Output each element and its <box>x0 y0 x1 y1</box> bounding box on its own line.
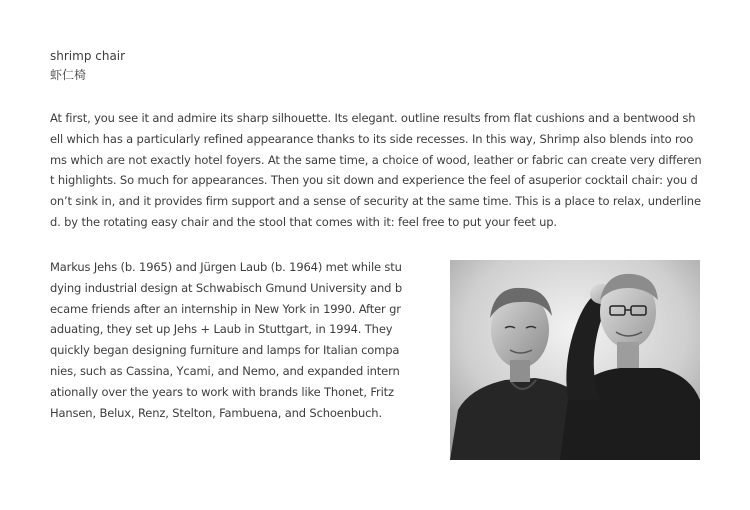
product-title-chinese: 虾仁椅 <box>50 68 87 82</box>
designer-bio-paragraph: Markus Jehs (b. 1965) and Jürgen Laub (b. 1964) met while studying industrial design at Schwabisch Gmund University and became friends after an internship in New York in 1990. After graduating, they set up Jehs + Laub in Stuttgart, in 1994. They quickly began designing furniture and lamps for Italian companies, such as Cassina, Ycami, and Nemo, and expanded internationally over the years to work with brands like Thonet, Fritz Hansen, Belux, Renz, Stelton, Fambuena, and Schoenbuch. <box>50 260 402 420</box>
title-block <box>50 47 710 85</box>
designers-portrait-photo <box>450 260 700 460</box>
product-title-english: shrimp chair <box>50 49 126 63</box>
product-description-paragraph: At first, you see it and admire its sharp silhouette. Its elegant. outline results from flat cushions and a bentwood shell which has a particularly refined appearance thanks to its side recesses. In this way, Shrimp also blends into rooms which are not exactly hotel foyers. At the same time, a choice of wood, leather or fabric can create very different highlights. So much for appearances. Then you sit down and experience the feel of asuperior cocktail chair: you don’t sink in, and it provides firm support and a sense of security at the same time. This is a place to relax, underlined. by the rotating easy chair and the stool that comes with it: feel free to put your feet up. <box>50 111 702 229</box>
